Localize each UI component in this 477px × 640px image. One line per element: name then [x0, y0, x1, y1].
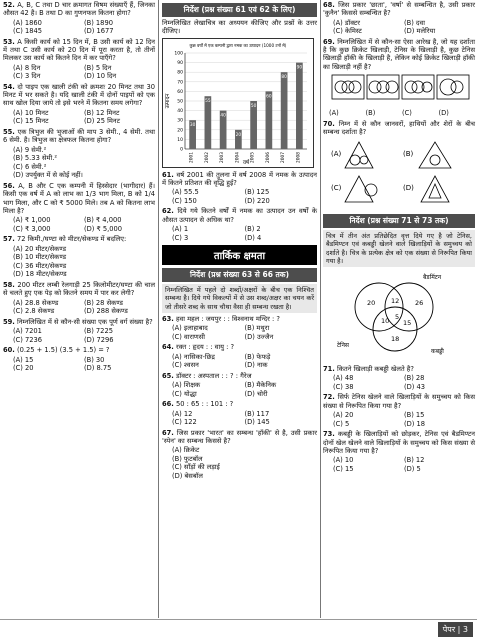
answer-options [3, 19, 155, 36]
answer-option[interactable]: (A) डॉक्टर [333, 18, 360, 27]
venn-diagram [331, 269, 475, 363]
answer-option[interactable]: (C) 122 [172, 418, 197, 427]
answer-options [3, 299, 155, 316]
x-tick-label: 2006 [265, 151, 271, 163]
bar [296, 62, 303, 148]
question-69: 69. निम्नलिखित में से कौन-सा ऐसा आरेख है, जो यह दर्शाता है कि कुछ क्रिकेट खिलाड़ी, टेनिस के खिलाड़ी है, कुछ टेनिस खिलाड़ी हॉकी के खिलाड़ी है, लेकिन कोई क्रिकेट खिलाड़ी हॉकी का खिलाड़ी नहीं है? [323, 37, 475, 71]
figure-69-diagrams [331, 73, 475, 107]
y-axis-label: उत्पादन [165, 93, 171, 109]
venn-region: 15 [403, 318, 412, 327]
answer-option[interactable]: (C) 5 [333, 419, 350, 428]
venn-region: 12 [391, 296, 400, 305]
option-a-label: (A) [331, 150, 342, 159]
y-tick-label: 80 [177, 70, 183, 76]
answer-option[interactable]: (C) केमिस्ट [333, 27, 362, 36]
answer-option[interactable]: (A) 9 सेमी.² [13, 145, 47, 154]
answer-option[interactable]: (C) ₹ 3,000 [13, 224, 51, 233]
section-title: तार्किक क्षमता [162, 245, 317, 265]
question-60: 60. (0.25 + 1.5) (3.5 + 1.5) = ? [3, 346, 110, 355]
y-tick-label: 100 [174, 51, 183, 57]
answer-options [162, 446, 317, 480]
answer-option[interactable]: (C) वाराणसी [172, 332, 206, 341]
bar-value-label: 90 [296, 65, 303, 71]
answer-option[interactable]: (D) 43 [404, 382, 426, 391]
y-tick-label: 50 [177, 99, 183, 105]
venn-region: 26 [415, 298, 424, 307]
answer-options [3, 327, 155, 344]
question-67: 67. जिस प्रकार 'भारत' का सम्बन्ध 'हॉकी' से है, उसी प्रकार 'स्पेन' का सम्बन्ध किससे है? [162, 428, 317, 445]
answer-option[interactable]: (A) 20 [333, 411, 354, 420]
answer-options [162, 353, 317, 370]
answer-option[interactable]: (B) [365, 108, 376, 117]
answer-options [3, 146, 155, 180]
question-62: 62. दिये गये कितने वर्षों में नमक का उत्पादन उन वर्षों के औसत उत्पादन से अधिक था? [162, 207, 317, 224]
answer-option[interactable]: (C) 15 मिनट [13, 117, 49, 126]
page-footer [0, 619, 477, 640]
answer-options [3, 356, 155, 373]
answer-option[interactable]: (A) 20 मीटर/सेकण्ड [13, 244, 67, 253]
answer-option[interactable]: (D) [438, 108, 449, 117]
answer-option[interactable]: (C) योद्धा [172, 389, 197, 398]
x-tick-label: 2001 [189, 151, 195, 163]
answer-option[interactable]: (A) 1860 [13, 18, 42, 27]
answer-options [3, 245, 155, 279]
bar-value-label: 55 [205, 98, 211, 104]
option-d-label: (D) [403, 184, 414, 193]
answer-option[interactable]: (A) ₹ 1,000 [13, 216, 51, 225]
answer-option[interactable]: (B) 12 [404, 456, 425, 465]
answer-option[interactable]: (A) 10 मिनट [13, 108, 49, 117]
bar-value-label: 80 [281, 74, 287, 80]
x-tick-label: 2008 [296, 151, 302, 163]
question-58: 58. 200 मीटर लम्बी रेलगाड़ी 25 किलोमीटर/घण्टा की चाल से चलते हुए एक पेड़ को कितने समय में पार कर लेगी? [3, 280, 155, 298]
column-divider [320, 0, 321, 618]
bar-value-label: 20 [235, 132, 242, 138]
x-tick-label: 2007 [281, 151, 287, 163]
answer-option[interactable]: (D) 8.75 [84, 364, 112, 373]
question-68: 68. जिस प्रकार 'छाता', 'वर्षा' से सम्बन्धित है, उसी प्रकार 'कुनैन' किससे सम्बन्धित है? [323, 1, 475, 18]
answer-options [323, 19, 475, 36]
answer-option[interactable]: (A) 15 [13, 355, 34, 364]
answer-option[interactable]: (D) 25 मिनट [84, 117, 120, 126]
answer-option[interactable]: (B) 1890 [84, 18, 113, 27]
directions-header-71-73: निर्देश (प्रश्न संख्या 71 से 73 तक) [323, 214, 475, 228]
question-73: 73. कबड्डी के खिलाड़ियों को छोड़कर, टेनिस एवं बैडमिण्टन दोनों खेल खेलने वाले खिलाड़ियों के समुच्चय को किस संख्या से निरूपित किया गया है? [323, 430, 475, 455]
answer-options [323, 374, 475, 391]
answer-option[interactable]: (C) श्वसन [172, 361, 199, 370]
chart-title: कुछ वर्षों में एक कम्पनी द्वारा नमक का उत्पादन (1000 टनों में) [189, 42, 287, 48]
answer-option[interactable]: (A) क्रिकेट [172, 446, 200, 455]
bar-value-label: 40 [220, 113, 226, 119]
answer-option[interactable]: (D) 4 [244, 233, 262, 242]
directions-text-63-66: निम्नलिखित में पहले दो शब्दों/अक्षरों के बीच एक निश्चित सम्बन्ध है। दिये गये विकल्पों में से उस शब्द/अक्षर का चयन करें जो तीसरे शब्द के साथ चौथा वैसा ही सम्बन्ध रखता है। [162, 284, 317, 313]
answer-option[interactable]: (B) दवा [404, 18, 425, 27]
question-71: 71. कितने खिलाड़ी कबड्डी खेलते है? [323, 364, 414, 373]
option-c-label: (C) [331, 184, 342, 193]
answer-option[interactable]: (C) 36 मीटर/सेकण्ड [13, 261, 67, 270]
answer-option[interactable]: (B) 5 दिन [84, 63, 112, 72]
answer-option[interactable]: (B) मैकेनिक [244, 381, 277, 390]
option-b-label: (B) [403, 150, 414, 159]
question-64: 64. रक्त : हृदय : : वायु : ? [162, 343, 235, 352]
directions-header-61-62: निर्देश (प्रश्न संख्या 61 एवं 62 के लिए) [162, 3, 317, 17]
x-tick-label: 2002 [204, 151, 210, 163]
answer-option[interactable]: (C) 20 [13, 364, 34, 373]
column-left [3, 0, 155, 618]
venn-diagram-svg [331, 269, 471, 359]
question-55: 55. एक त्रिभुज की भुजाओं की माप 3 सेमी., 4 सेमी. तथा 6 सेमी. है। त्रिभुज का क्षेत्रफल कितना होगा? [3, 127, 155, 145]
answer-option[interactable]: (C) साँड़ों की लड़ाई [172, 463, 220, 472]
venn-label-kabaddi: कबड्डी [431, 347, 444, 355]
venn-region: 18 [391, 334, 400, 343]
column-right [323, 0, 475, 618]
bar-value-label: 30 [189, 122, 196, 128]
venn-region: 20 [367, 298, 376, 307]
venn-label-badminton: बैडमिंटन [423, 273, 442, 281]
answer-option[interactable]: (A) 8 दिन [13, 63, 41, 72]
answer-option[interactable]: (C) 2.8 सेकण्ड [13, 307, 55, 316]
triangle-options-70 [331, 138, 471, 208]
question-56: 56. A, B और C एक कम्पनी में हिस्सेदार (भागीदार) हैं। किसी एक वर्ष में A को लाभ का 1/3 भाग मिला, B को 1/4 भाग मिला, और C को ₹ 5000 मिले। तब A को कितना लाभ मिला है? [3, 181, 155, 215]
answer-option[interactable]: (D) 288 सेकण्ड [84, 307, 128, 316]
bar [266, 91, 273, 149]
answer-options [323, 456, 475, 473]
answer-option[interactable]: (A) नासिका-छिद्र [172, 352, 215, 361]
venn-options-69 [331, 73, 471, 103]
answer-option[interactable]: (D) 5 [404, 464, 421, 473]
answer-option[interactable]: (A) 1 [172, 224, 189, 233]
answer-option[interactable]: (C) 7236 [13, 335, 43, 344]
answer-option[interactable]: (D) बेसबॉल [172, 472, 203, 481]
answer-option[interactable]: (A) 28.8 सेकण्ड [13, 298, 59, 307]
answer-option[interactable]: (D) 1677 [84, 27, 114, 36]
answer-options [162, 381, 317, 398]
answer-option[interactable]: (B) 117 [244, 409, 270, 418]
answer-option[interactable]: (D) 7296 [84, 335, 114, 344]
answer-option[interactable]: (D) 10 दिन [84, 72, 117, 81]
answer-option[interactable]: (A) 55.5 [172, 188, 199, 197]
question-57: 57. 72 किमी./घण्टा को मीटर/सेकण्ड में बदलिए: [3, 235, 127, 244]
answer-option[interactable]: (B) 30 [84, 355, 105, 364]
bar [281, 72, 288, 149]
directions-text-61-62: निम्नलिखित लेखाचित्र का अध्ययन कीजिए और प्रश्नों के उत्तर दीजिए। [162, 19, 317, 36]
page-number: पेपर | 3 [438, 622, 473, 637]
answer-option[interactable]: (D) 145 [244, 418, 270, 427]
answer-options [162, 225, 317, 242]
y-tick-label: 60 [177, 89, 183, 95]
answer-option[interactable]: (B) 5.33 सेमी.² [13, 154, 58, 163]
venn-region: 10 [381, 316, 390, 325]
x-axis-label: वर्ष [242, 159, 250, 166]
question-65: 65. डॉक्टर : अस्पताल : : ? : गैरेज [162, 371, 252, 380]
answer-option[interactable]: (C) 3 [172, 233, 189, 242]
answer-option[interactable]: (C) 15 [333, 464, 354, 473]
y-tick-label: 70 [177, 79, 183, 85]
answer-option[interactable]: (A) 10 [333, 456, 354, 465]
column-middle [162, 0, 317, 618]
question-52: 52. A, B, C तथा D चार क्रमागत विषम संख्याएँ हैं, जिनका औसत 42 है। B तथा D का गुणनफल कितना होगा? [3, 1, 155, 18]
answer-options [162, 324, 317, 341]
answer-option[interactable]: (D) 220 [244, 196, 270, 205]
answer-option[interactable]: (B) 28 सेकण्ड [84, 298, 123, 307]
answer-option[interactable]: (A) इलाहाबाद [172, 324, 208, 333]
bar-value-label: 50 [250, 103, 257, 109]
y-tick-label: 10 [177, 137, 183, 143]
answer-option[interactable]: (A) शिक्षक [172, 381, 201, 390]
answer-options [162, 188, 317, 205]
answer-options [3, 109, 155, 126]
venn-label-tennis: टेनिस [337, 341, 349, 349]
answer-option[interactable]: (B) ₹ 4,000 [84, 216, 122, 225]
question-70: 70. निम्न में से कौन जानवरों, हाथियों और शेरों के बीच सम्बन्ध दर्शाता है? [323, 119, 475, 136]
answer-option[interactable]: (B) 12 मिनट [84, 108, 120, 117]
answer-option[interactable]: (D) 18 [404, 419, 426, 428]
bar-value-label: 60 [266, 93, 272, 99]
answer-option[interactable]: (A) 48 [333, 374, 354, 383]
y-tick-label: 0 [180, 147, 183, 153]
answer-option[interactable]: (D) चोरी [244, 389, 268, 398]
answer-options [3, 64, 155, 81]
answer-option[interactable]: (B) 28 [404, 374, 425, 383]
answer-option[interactable]: (B) 2 [244, 224, 261, 233]
answer-option[interactable]: (D) उपर्युक्त में से कोई नहीं। [13, 171, 83, 180]
bar-chart [162, 38, 314, 168]
answer-option[interactable]: (B) 15 [404, 411, 425, 420]
answer-options [3, 216, 155, 233]
answer-option[interactable]: (C) 3 दिन [13, 72, 41, 81]
answer-option[interactable]: (B) 7225 [84, 327, 113, 336]
question-61: 61. वर्ष 2001 की तुलना में वर्ष 2008 में नमक के उत्पादन में कितने प्रतिशत की वृद्धि हुई? [162, 170, 317, 187]
venn-region: 5 [395, 312, 400, 321]
question-54: 54. दो पाइप एक खाली टंकी को क्रमशः 20 मिनट तथा 30 मिनट में भर सकते है। यदि खाली टंकी में दोनों पाइपों को एक साथ खोल दिया जाये तो इसे भरने में कितना समय लगेगा? [3, 82, 155, 108]
answer-option[interactable]: (B) मथुरा [244, 324, 270, 333]
y-tick-label: 30 [177, 118, 183, 124]
answer-option[interactable]: (D) नाक [244, 361, 268, 370]
answer-option[interactable]: (C) 150 [172, 196, 197, 205]
answer-option[interactable]: (C) 38 [333, 382, 354, 391]
answer-option[interactable]: (B) फेफड़े [244, 352, 271, 361]
answer-option[interactable]: (C) 6 सेमी.² [13, 162, 47, 171]
answer-option[interactable]: (A) [329, 108, 339, 117]
answer-options [323, 411, 475, 428]
answer-option[interactable]: (C) [402, 108, 412, 117]
answer-option[interactable]: (B) फुटबॉल [172, 454, 203, 463]
question-63: 63. हवा महल : जयपुर : : विश्वनाथ मन्दिर : ? [162, 314, 280, 323]
x-tick-label: 2005 [250, 151, 256, 163]
answer-option[interactable]: (D) मलेरिया [404, 27, 436, 36]
answer-option[interactable]: (B) 10 मीटर/सेकण्ड [13, 253, 67, 262]
bar-chart-svg [163, 39, 313, 167]
answer-option[interactable]: (D) 18 मीटर/सेकण्ड [13, 270, 67, 279]
answer-option[interactable]: (A) 12 [172, 409, 193, 418]
answer-options [162, 410, 317, 427]
answer-option[interactable]: (C) 1845 [13, 27, 43, 36]
answer-option[interactable]: (B) 125 [244, 188, 270, 197]
y-tick-label: 20 [177, 127, 183, 133]
x-tick-label: 2003 [220, 151, 226, 163]
question-66: 66. 50 : 65 : : 101 : ? [162, 400, 234, 409]
question-59: 59. निम्नलिखित में से कौन-सी संख्या एक पूर्ण वर्ग संख्या है? [3, 317, 153, 326]
x-tick-label: 2004 [235, 151, 241, 163]
answer-option[interactable]: (D) उज्जैन [244, 332, 274, 341]
answer-option[interactable]: (A) 7201 [13, 327, 42, 336]
directions-text-71-73: चित्र में तीन अंत प्रतिछेदित वृत्त दिये गए है जो टेनिस, बैडमिण्टन एवं कबड्डी खेलने वाले खिलाड़ियों के समुच्चय को दर्शाते है। चित्र के प्रत्येक क्षेत्र को एक संख्या से निरूपित किया गया है। [323, 230, 475, 267]
y-tick-label: 90 [177, 60, 183, 66]
figure-70-diagrams [331, 138, 475, 212]
answer-option[interactable]: (D) ₹ 5,000 [84, 224, 123, 233]
directions-header-63-66: निर्देश (प्रश्न संख्या 63 से 66 तक) [162, 268, 317, 282]
column-divider [158, 0, 159, 618]
question-53: 53. A किसी कार्य को 15 दिन में, B उसी कार्य को 12 दिन में तथा C उसी कार्य को 20 दिन में पूरा करता है, तो तीनों मिलकर उस कार्य को कितने दिन में कर पाएँगे? [3, 37, 155, 63]
question-72: 72. सिर्फ टेनिस खेलने वाले खिलाड़ियों के समुच्चय को किस संख्या से निरूपित किया गया है? [323, 393, 475, 410]
y-tick-label: 40 [177, 108, 183, 114]
